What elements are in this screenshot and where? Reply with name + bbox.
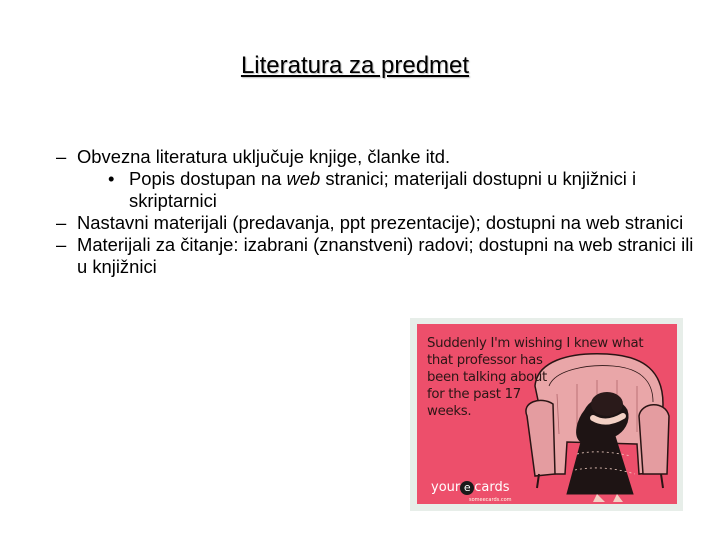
sub-list-item xyxy=(56,168,696,212)
logo-url: someecards.com xyxy=(469,497,512,503)
list-item-text: Materijali za čitanje: izabrani (znanstveni) radovi; dostupni na web stranici ili u knjižnici xyxy=(77,234,694,277)
list-item-text: Nastavni materijali (predavanja, ppt prezentacije); dostupni na web stranici xyxy=(77,212,684,233)
ecard-panel xyxy=(417,324,677,504)
list-item xyxy=(56,146,696,168)
list-item-text-post: stranici; materijali dostupni u knjižnici i skriptarnici xyxy=(129,168,637,211)
list-item xyxy=(56,234,696,278)
ecard-caption-line: weeks. xyxy=(427,404,472,419)
ecard-caption-line: Suddenly I'm wishing I knew what xyxy=(427,336,644,351)
logo-badge-icon: e xyxy=(460,481,474,495)
bullet-marker: • xyxy=(108,168,115,189)
list-item xyxy=(56,212,696,234)
slide-title: Literatura za predmet xyxy=(240,52,470,79)
list-item-text-pre: Popis dostupan na xyxy=(129,168,287,189)
ecard-caption-line: been talking about xyxy=(427,370,547,385)
ecard-image xyxy=(410,318,683,511)
list-item-text: Obvezna literatura uključuje knjige, članke itd. xyxy=(77,146,451,167)
someecards-logo xyxy=(431,480,510,495)
list-item-text-em: web xyxy=(286,168,321,189)
ecard-caption-line: that professor has xyxy=(427,353,543,368)
logo-text-pre: your xyxy=(431,480,461,495)
dash-marker: – xyxy=(56,212,67,233)
ecard-caption-line: for the past 17 xyxy=(427,387,521,402)
logo-text-post: cards xyxy=(474,480,510,495)
dash-marker: – xyxy=(56,234,67,255)
bullet-list xyxy=(56,146,696,278)
ecard-caption xyxy=(427,335,667,420)
dash-marker: – xyxy=(56,146,67,167)
